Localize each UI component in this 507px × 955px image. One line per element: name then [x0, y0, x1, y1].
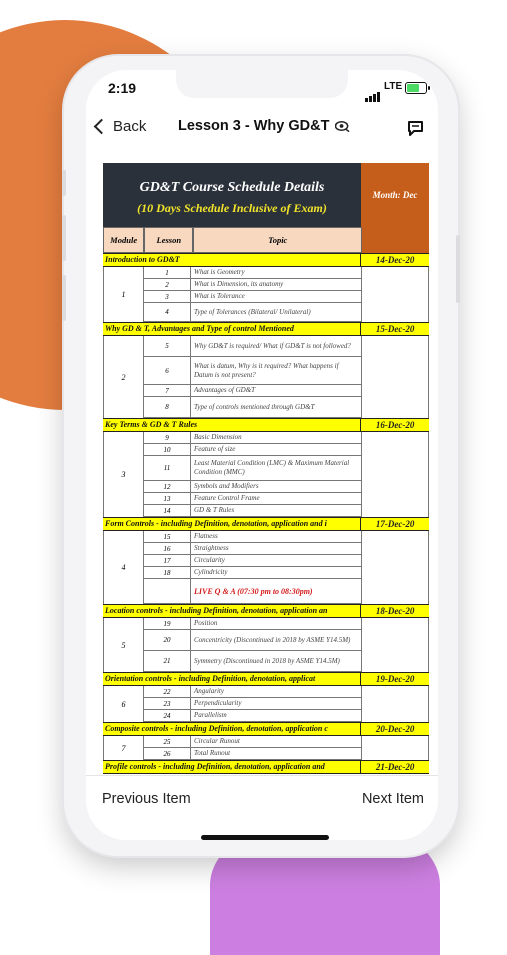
lesson-number: 3 — [143, 291, 191, 302]
lesson-number: 26 — [143, 748, 191, 759]
section-title: Location controls - including Definition, denotation, application an — [105, 606, 328, 615]
topic-text: What is Dimension, its anatomy — [194, 280, 284, 288]
nav-bar — [86, 112, 438, 146]
topic-text: Least Material Condition (LMC) & Maximum Material Condition (MMC) — [194, 459, 350, 476]
lesson-number: 11 — [143, 456, 191, 480]
section-date: 18-Dec-20 — [360, 605, 429, 617]
lesson-number: 20 — [143, 630, 191, 650]
schedule-month: Month: Dec — [361, 163, 429, 227]
date-cell — [361, 267, 429, 322]
phone-volume-up — [62, 215, 66, 261]
lesson-number: 4 — [143, 303, 191, 321]
table-row — [143, 336, 361, 357]
table-row — [143, 698, 361, 710]
section-header — [103, 418, 429, 432]
section-header — [103, 517, 429, 531]
module-number: 6 — [103, 686, 143, 722]
lesson-number: 22 — [143, 686, 191, 697]
bottom-nav — [86, 775, 438, 840]
lesson-number: 25 — [143, 736, 191, 747]
schedule-column-headers — [103, 227, 429, 253]
date-cell — [361, 736, 429, 760]
section-header — [103, 322, 429, 336]
next-item-button[interactable]: Next Item — [361, 791, 424, 807]
lesson-number: 14 — [143, 505, 191, 516]
topic-text: Circular Runout — [194, 737, 240, 745]
table-row — [143, 543, 361, 555]
lesson-number: 24 — [143, 710, 191, 721]
phone-screen — [86, 70, 438, 840]
date-cell — [361, 686, 429, 722]
table-row — [143, 555, 361, 567]
table-row — [143, 357, 361, 385]
back-button[interactable] — [96, 118, 146, 135]
col-module: Module — [103, 227, 144, 253]
topic-text: Position — [194, 619, 218, 627]
schedule-header — [103, 163, 429, 227]
table-row — [143, 279, 361, 291]
lesson-number: 2 — [143, 279, 191, 290]
module-number: 5 — [103, 618, 143, 672]
table-row — [143, 493, 361, 505]
lesson-number: 7 — [143, 385, 191, 396]
table-row — [143, 303, 361, 322]
table-row — [143, 686, 361, 698]
topic-text: Type of controls mentioned through GD&T — [194, 402, 315, 411]
section-title: Composite controls - including Definition, denotation, application c — [105, 724, 328, 733]
date-cell — [361, 618, 429, 672]
lesson-number: 17 — [143, 555, 191, 566]
table-row — [143, 710, 361, 722]
section-title: Orientation controls - including Definition, denotation, applicat — [105, 674, 316, 683]
topic-text: Flatness — [194, 532, 218, 540]
phone-mute-switch — [62, 170, 66, 196]
table-row — [143, 651, 361, 672]
table-row — [143, 579, 361, 604]
col-lesson: Lesson — [144, 227, 193, 253]
lesson-number: 8 — [143, 397, 191, 417]
table-row — [143, 456, 361, 481]
section-date: 16-Dec-20 — [360, 419, 429, 431]
schedule-title: GD&T Course Schedule Details — [139, 180, 325, 195]
status-bar — [86, 70, 438, 110]
module-group — [103, 336, 429, 418]
topic-text: GD & T Rules — [194, 506, 235, 514]
topic-text: What is Geometry — [194, 268, 245, 276]
topic-text: Feature Control Frame — [194, 494, 260, 502]
section-title: Profile controls - including Definition, denotation, application and — [105, 762, 325, 771]
back-label: Back — [113, 118, 147, 135]
lesson-number: 10 — [143, 444, 191, 455]
topic-text: Perpendicularity — [194, 699, 242, 707]
schedule-body — [103, 253, 429, 774]
module-group — [103, 267, 429, 322]
table-row — [143, 748, 361, 760]
module-number: 4 — [103, 531, 143, 604]
topic-text: Basic Dimension — [194, 433, 242, 441]
module-group — [103, 432, 429, 517]
schedule-subtitle: (10 Days Schedule Inclusive of Exam) — [137, 201, 327, 215]
module-group — [103, 736, 429, 760]
section-header — [103, 604, 429, 618]
topic-text: Feature of size — [194, 445, 236, 453]
date-cell — [361, 531, 429, 604]
date-cell — [361, 336, 429, 418]
network-label: LTE — [384, 81, 403, 92]
lesson-number: 16 — [143, 543, 191, 554]
comment-icon[interactable] — [407, 120, 424, 137]
table-row — [143, 267, 361, 279]
topic-text: What is Tolerance — [194, 292, 245, 300]
lesson-number: 6 — [143, 357, 191, 384]
module-number: 7 — [103, 736, 143, 760]
lesson-number: 1 — [143, 267, 191, 278]
table-row — [143, 630, 361, 651]
date-cell — [361, 432, 429, 517]
table-row — [143, 291, 361, 303]
previous-item-button[interactable]: Previous Item — [102, 791, 191, 807]
section-title: Key Terms & GD & T Rules — [105, 420, 198, 429]
section-header — [103, 253, 429, 267]
lesson-number: 21 — [143, 651, 191, 671]
table-row — [143, 397, 361, 418]
topic-text: LIVE Q & A (07:30 pm to 08:30pm) — [194, 586, 313, 596]
section-title: Why GD & T, Advantages and Type of control Mentioned — [105, 324, 294, 333]
table-row — [143, 432, 361, 444]
module-group — [103, 618, 429, 672]
topic-text: Total Runout — [194, 749, 231, 757]
topic-text: Type of Tolerances (Bilateral/ Unilateral) — [194, 307, 311, 316]
module-group — [103, 531, 429, 604]
topic-text: Why GD&T is required/ What if GD&T is not followed? — [194, 341, 351, 350]
topic-text: Symbols and Modifiers — [194, 482, 259, 490]
signal-icon — [365, 84, 381, 102]
lesson-number: 13 — [143, 493, 191, 504]
topic-text: Advantages of GD&T — [194, 386, 256, 394]
notch — [176, 70, 348, 98]
table-row — [143, 736, 361, 748]
section-date: 15-Dec-20 — [360, 323, 429, 335]
table-row — [143, 567, 361, 579]
module-number: 3 — [103, 432, 143, 517]
page-title-wrap — [178, 118, 350, 134]
section-date: 14-Dec-20 — [360, 254, 429, 266]
page-title: Lesson 3 - Why GD&T — [178, 118, 330, 134]
table-row — [143, 618, 361, 630]
topic-text: Concentricity (Discontinued in 2018 by ASME Y14.5M) — [194, 635, 351, 644]
battery-icon — [405, 82, 427, 94]
lesson-number: 18 — [143, 567, 191, 578]
topic-text: Angularity — [194, 687, 224, 695]
lesson-number: 23 — [143, 698, 191, 709]
lesson-number: 15 — [143, 531, 191, 542]
section-title: Introduction to GD&T — [105, 255, 180, 264]
col-date — [362, 227, 429, 253]
module-group — [103, 686, 429, 722]
section-header — [103, 722, 429, 736]
course-schedule-image — [103, 163, 429, 774]
module-number: 2 — [103, 336, 143, 418]
lesson-number: 19 — [143, 618, 191, 629]
topic-text: Circularity — [194, 556, 225, 564]
eye-icon[interactable] — [335, 120, 350, 132]
section-header — [103, 672, 429, 686]
section-title: Form Controls - including Definition, denotation, application and i — [105, 519, 327, 528]
topic-text: What is datum, Why is it required? What happens if Datum is not present? — [194, 361, 339, 379]
section-date: 17-Dec-20 — [360, 518, 429, 530]
status-time: 2:19 — [108, 80, 137, 96]
table-row — [143, 505, 361, 517]
phone-volume-down — [62, 275, 66, 321]
chevron-left-icon — [94, 119, 110, 135]
table-row — [143, 385, 361, 397]
table-row — [143, 444, 361, 456]
section-date: 21-Dec-20 — [360, 761, 429, 773]
home-indicator — [201, 835, 329, 840]
section-header — [103, 760, 429, 774]
topic-text: Cylindricity — [194, 568, 228, 576]
section-date: 20-Dec-20 — [360, 723, 429, 735]
table-row — [143, 531, 361, 543]
lesson-number — [143, 579, 191, 603]
topic-text: Symmetry (Discontinued in 2018 by ASME Y14.5M) — [194, 656, 340, 665]
topic-text: Straightness — [194, 544, 229, 552]
section-date: 19-Dec-20 — [360, 673, 429, 685]
module-number: 1 — [103, 267, 143, 322]
col-topic: Topic — [193, 227, 362, 253]
lesson-number: 5 — [143, 336, 191, 356]
topic-text: Parallelism — [194, 711, 227, 719]
phone-power-button — [456, 235, 460, 303]
lesson-number: 12 — [143, 481, 191, 492]
lesson-number: 9 — [143, 432, 191, 443]
table-row — [143, 481, 361, 493]
